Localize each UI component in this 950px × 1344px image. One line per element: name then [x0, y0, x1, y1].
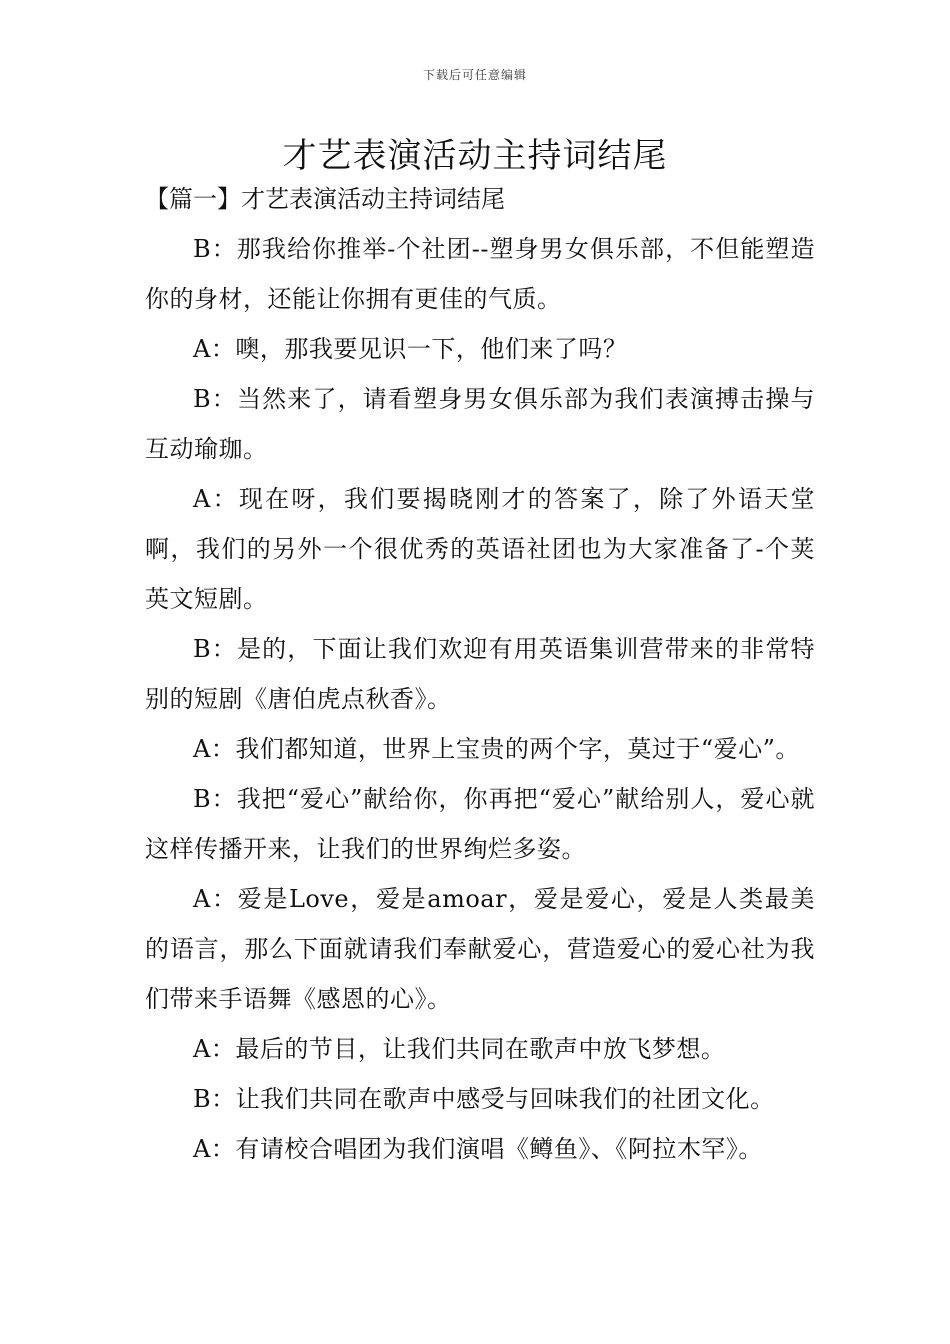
paragraph: A：有请校合唱团为我们演唱《鳟鱼》、《阿拉木罕》。	[193, 1135, 763, 1163]
paragraph: A：我们都知道，世界上宝贵的两个字，莫过于“爱心”。	[193, 735, 800, 763]
paragraph: A：噢，那我要见识一下，他们来了吗？	[193, 335, 628, 363]
header-note: 下载后可任意编辑	[422, 68, 527, 82]
paragraph: B：让我们共同在歌声中感受与回味我们的社团文化。	[193, 1085, 775, 1113]
body-text	[145, 224, 815, 1174]
paragraph: A：最后的节目，让我们共同在歌声中放飞梦想。	[193, 1035, 726, 1063]
document-title: 才艺表演活动主持词结尾	[282, 136, 668, 176]
paragraph: B：那我给你推举-个社团--塑身男女俱乐部，不但能塑造你的身材，还能让你拥有更佳的气质。	[145, 235, 815, 313]
paragraph: A：爱是Love，爱是amoar，爱是爱心，爱是人类最美的语言，那么下面就请我们奉献爱心，营造爱心的爱心社为我们带来手语舞《感恩的心》。	[145, 885, 815, 1013]
paragraph: B：是的，下面让我们欢迎有用英语集训营带来的非常特别的短剧《唐伯虎点秋香》。	[145, 635, 815, 713]
paragraph: B：我把“爱心”献给你，你再把“爱心”献给别人，爱心就这样传播开来，让我们的世界绚烂多姿。	[145, 785, 815, 863]
section-heading: 【篇一】才艺表演活动主持词结尾	[145, 185, 505, 213]
paragraph: A：现在呀，我们要揭晓刚才的答案了，除了外语天堂啊，我们的另外一个很优秀的英语社团也为大家准备了-个荚英文短剧。	[145, 485, 815, 613]
paragraph: B：当然来了，请看塑身男女俱乐部为我们表演搏击操与互动瑜珈。	[145, 385, 815, 463]
